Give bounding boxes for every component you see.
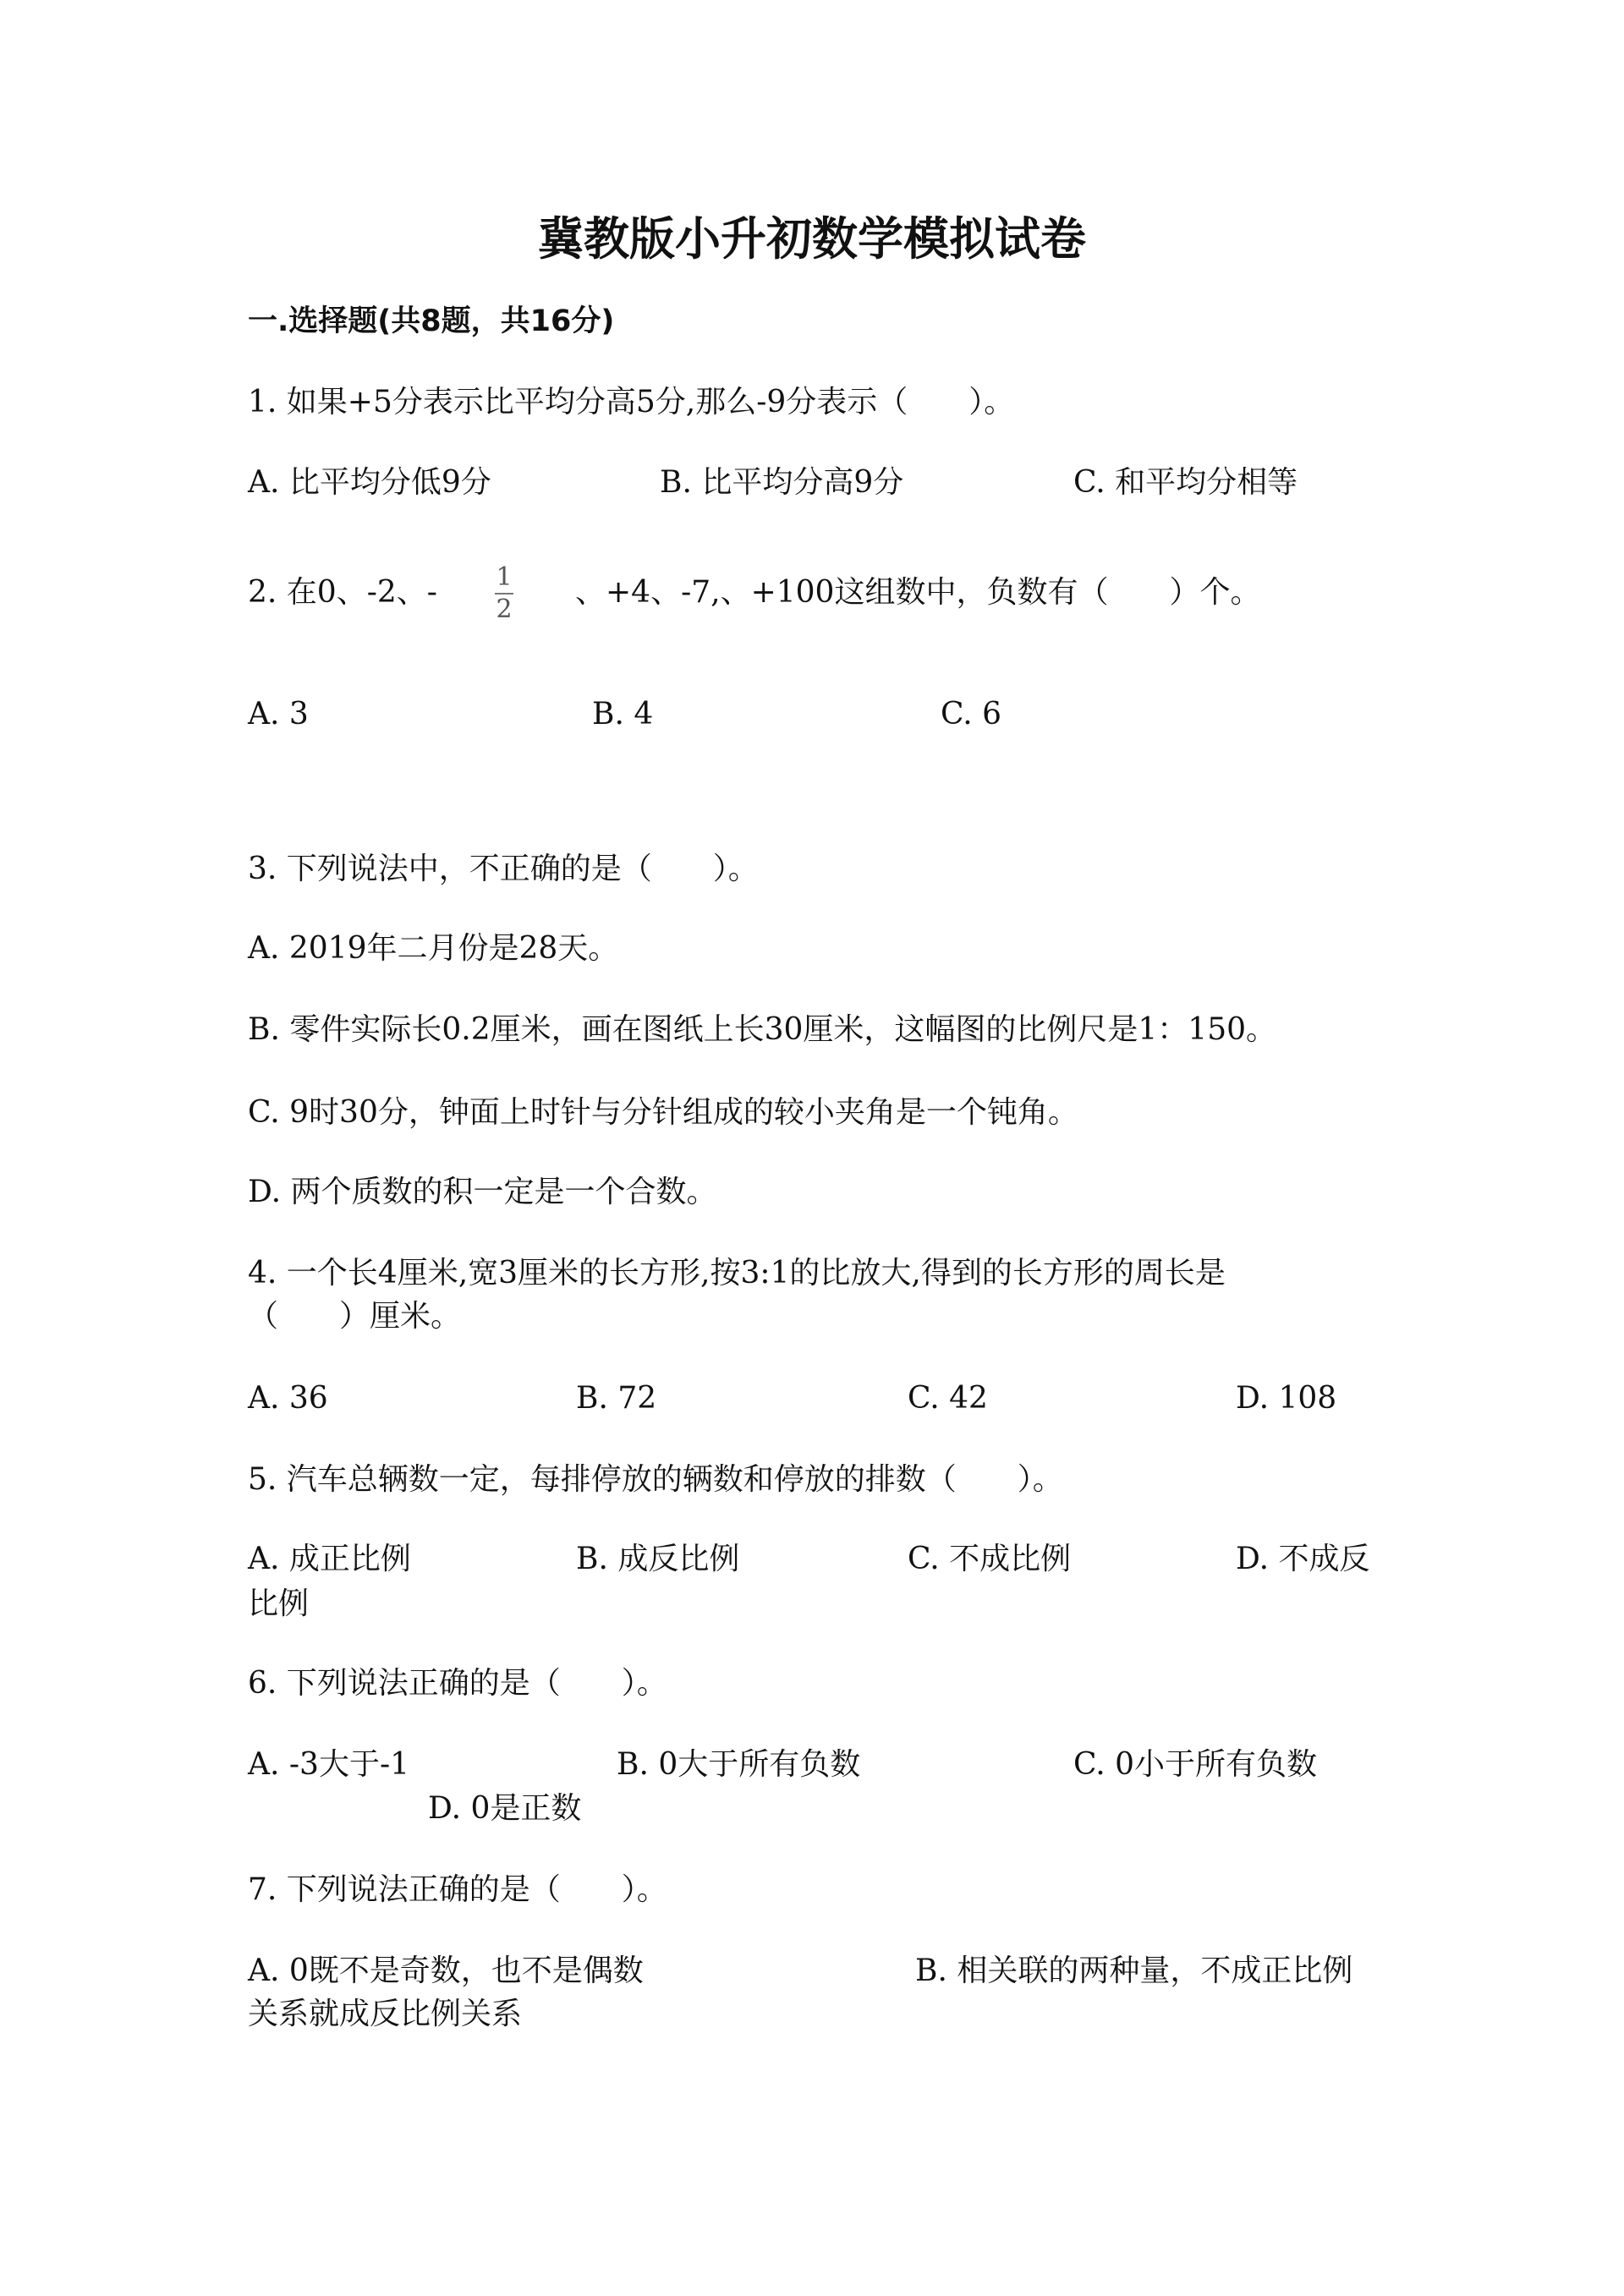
- question-3-option-a: A. 2019年二月份是28天。: [248, 931, 619, 966]
- question-2-option-a: A. 3: [248, 697, 309, 732]
- question-6-option-c: C. 0小于所有负数: [1073, 1747, 1318, 1782]
- question-5-option-c: C. 不成比例: [908, 1542, 1072, 1576]
- question-7-option-a: A. 0既不是奇数，也不是偶数: [248, 1954, 644, 1988]
- question-3-option-d: D. 两个质数的积一定是一个合数。: [248, 1175, 717, 1209]
- question-3-option-c: C. 9时30分，钟面上时针与分针组成的较小夹角是一个钝角。: [248, 1095, 1078, 1130]
- fraction-denominator: 2: [496, 595, 513, 624]
- question-6-option-b: B. 0大于所有负数: [617, 1747, 861, 1782]
- page-title: 冀教版小升初数学模拟试卷: [538, 212, 1086, 266]
- question-1-option-b: B. 比平均分高9分: [660, 465, 904, 500]
- fraction-numerator: 1: [496, 562, 513, 592]
- question-2-stem-start: 2. 在0、-2、-: [248, 575, 437, 610]
- question-7-option-b: B. 相关联的两种量，不成正比例: [915, 1954, 1353, 1988]
- question-5-option-d-wrap: 比例: [248, 1586, 310, 1621]
- question-7-option-b-wrap: 关系就成反比例关系: [248, 1997, 523, 2031]
- question-6-option-a: A. -3大于-1: [248, 1747, 410, 1782]
- question-5-option-b: B. 成反比例: [576, 1542, 740, 1576]
- question-4-option-c: C. 42: [908, 1381, 988, 1416]
- question-5-option-a: A. 成正比例: [248, 1542, 411, 1576]
- fraction-one-half: [495, 562, 513, 624]
- question-5-option-d: D. 不成反: [1236, 1542, 1370, 1576]
- question-4-option-d: D. 108: [1236, 1381, 1337, 1416]
- question-4-option-a: A. 36: [248, 1381, 328, 1416]
- question-2-option-b: B. 4: [592, 697, 654, 732]
- question-6-option-d: D. 0是正数: [428, 1791, 582, 1826]
- question-1-option-a: A. 比平均分低9分: [248, 465, 491, 500]
- question-4-stem-line2: （ ）厘米。: [248, 1299, 462, 1334]
- question-2-stem-end: 、+4、-7,、+100这组数中，负数有（ ）个。: [575, 575, 1261, 610]
- question-7-stem: 7. 下列说法正确的是（ ）。: [248, 1872, 667, 1907]
- question-4-option-b: B. 72: [576, 1381, 657, 1416]
- question-2-option-c: C. 6: [941, 697, 1002, 732]
- section-heading: 一.选择题(共8题，共16分): [248, 304, 615, 338]
- question-4-stem: 4. 一个长4厘米,宽3厘米的长方形,按3:1的比放大,得到的长方形的周长是: [248, 1256, 1226, 1290]
- question-3-option-b: B. 零件实际长0.2厘米，画在图纸上长30厘米，这幅图的比例尺是1：150。: [248, 1012, 1277, 1047]
- question-6-stem: 6. 下列说法正确的是（ ）。: [248, 1666, 667, 1701]
- question-1-option-c: C. 和平均分相等: [1073, 465, 1298, 500]
- question-5-stem: 5. 汽车总辆数一定，每排停放的辆数和停放的排数（ ）。: [248, 1462, 1063, 1497]
- question-1-stem: 1. 如果+5分表示比平均分高5分,那么-9分表示（ ）。: [248, 385, 1015, 419]
- question-3-stem: 3. 下列说法中，不正确的是（ ）。: [248, 852, 759, 886]
